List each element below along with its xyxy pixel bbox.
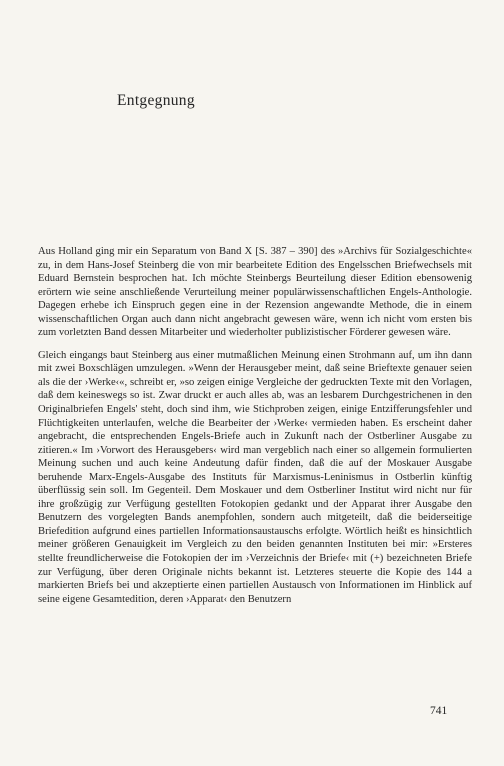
paragraph: Aus Holland ging mir ein Separatum von Band X [S. 387 – 390] des »Archivs für Sozialgeschichte« zu, in dem Hans-Josef Steinberg die von mir bearbeitete Edition des Engelsschen Briefwechsels mit Eduard Bernstein besprochen hat. Ich möchte Steinbergs Beurteilung dieser Edition ebensowenig erörtern wie seine anschließende Verurteilung meiner populärwissenschaftlichen Engels-Anthologie. Dagegen erhebe ich Einspruch gegen eine in der Rezension angewandte Methode, die in einem wissenschaftlichen Organ auch dann nicht angebracht gewesen wäre, wenn ich nicht vom ersten bis zum vorletzten Band dessen Mitarbeiter und wiederholter publizistischer Förderer gewesen wäre. (38, 246, 472, 339)
paragraph: Gleich eingangs baut Steinberg aus einer mutmaßlichen Meinung einen Strohmann auf, um ihn dann mit zwei Boxschlägen umzulegen. »Wenn der Herausgeber meint, daß seine Brieftexte genauer seien als die der ›Werke‹«, schreibt er, »so zeigen einige Vergleiche der gedruckten Texte mit den Vorlagen, daß dem keineswegs so ist. Zwar druckt er auch alles ab, was an lesbarem Durchgestrichenen in den Originalbriefen Engels' steht, doch sind ihm, wie Stichproben zeigen, einige Entzifferungsfehler und Flüchtigkeiten unterlaufen, welche die Bearbeiter der ›Werke‹ vermieden haben. Es erscheint daher angebracht, die entsprechenden Engels-Briefe auch in Zukunft nach der Ostberliner Ausgabe zu zitieren.« Im ›Vorwort des Herausgebers‹ wird man vergeblich nach einer so allgemein formulierten Meinung suchen und auch keine Andeutung dafür finden, daß die auf der Moskauer Ausgabe beruhende Marx-Engels-Ausgabe des Instituts für Marxismus-Leninismus in Ostberlin künftig überflüssig sein soll. Im Gegenteil. Dem Moskauer und dem Ostberliner Institut wird nicht nur für ihre großzügig zur Verfügung gestellten Fotokopien gedankt und der Apparat ihrer Ausgabe den Benutzern des vorgelegten Bands anempfohlen, sondern auch mitgeteilt, daß die beiderseitige Briefedition aufgrund eines partiellen Informationsaustauschs erfolgte. Wörtlich heißt es hinsichtlich meiner größeren Genauigkeit im Vergleich zu den beiden genannten Instituten bei mir: »Ersteres stellte freundlicherweise die Fotokopien der im ›Verzeichnis der Briefe‹ mit (+) bezeichneten Briefe zur Verfügung, über deren Originale nichts bekannt ist. Letzteres steuerte die Kopie des 144 a markierten Briefs bei und akzeptierte einen partiellen Austausch von Informationen im Hinblick auf seine eigene Gesamtedition, deren ›Apparat‹ den Benutzern (38, 349, 472, 605)
body-text (38, 245, 472, 606)
page-title: Entgegnung (117, 92, 195, 109)
page-number: 741 (430, 705, 448, 717)
